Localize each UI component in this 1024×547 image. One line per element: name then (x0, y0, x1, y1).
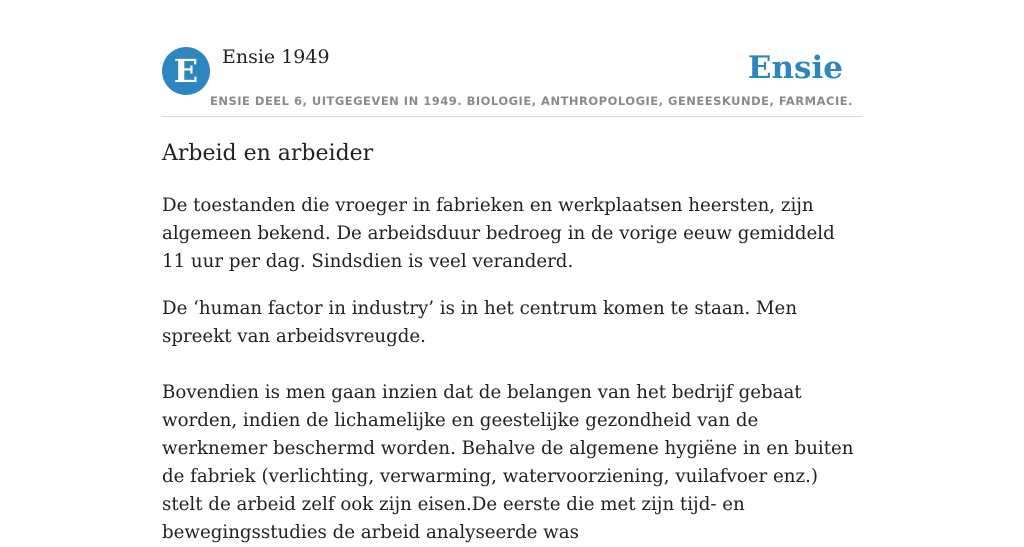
article-paragraph: Bovendien is men gaan inzien dat de belangen van het bedrijf gebaat worden, indien de lichamelijke en geestelijke gezondheid van de werknemer beschermd worden. Behalve de algemene hygiëne in en buiten de fabriek (verlichting, verwarming, watervoorziening, vuilafvoer enz.) stelt de arbeid zelf ook zijn eisen.De eerste die met zijn tijd- en bewegingsstudies de arbeid analyseerde was (162, 382, 854, 543)
article-paragraph: De ‘human factor in industry’ is in het centrum komen te staan. Men spreekt van arbeidsvreugde. (162, 298, 798, 347)
article-page (162, 0, 862, 543)
article-paragraph: De toestanden die vroeger in fabrieken en werkplaatsen heersten, zijn algemeen bekend. De arbeidsduur bedroeg in de vorige eeuw gemiddeld 11 uur per dag. Sindsdien is veel veranderd. (162, 195, 835, 272)
brand-logo-link[interactable]: Ensie (747, 50, 843, 86)
site-title-link[interactable]: Ensie 1949 (222, 46, 330, 68)
site-header (162, 0, 862, 117)
logo-icon[interactable]: E (162, 47, 210, 95)
article-title: Arbeid en arbeider (162, 141, 374, 166)
site-subtitle: ENSIE DEEL 6, UITGEGEVEN IN 1949. BIOLOGIE, ANTHROPOLOGIE, GENEESKUNDE, FARMACIE. (210, 94, 853, 108)
